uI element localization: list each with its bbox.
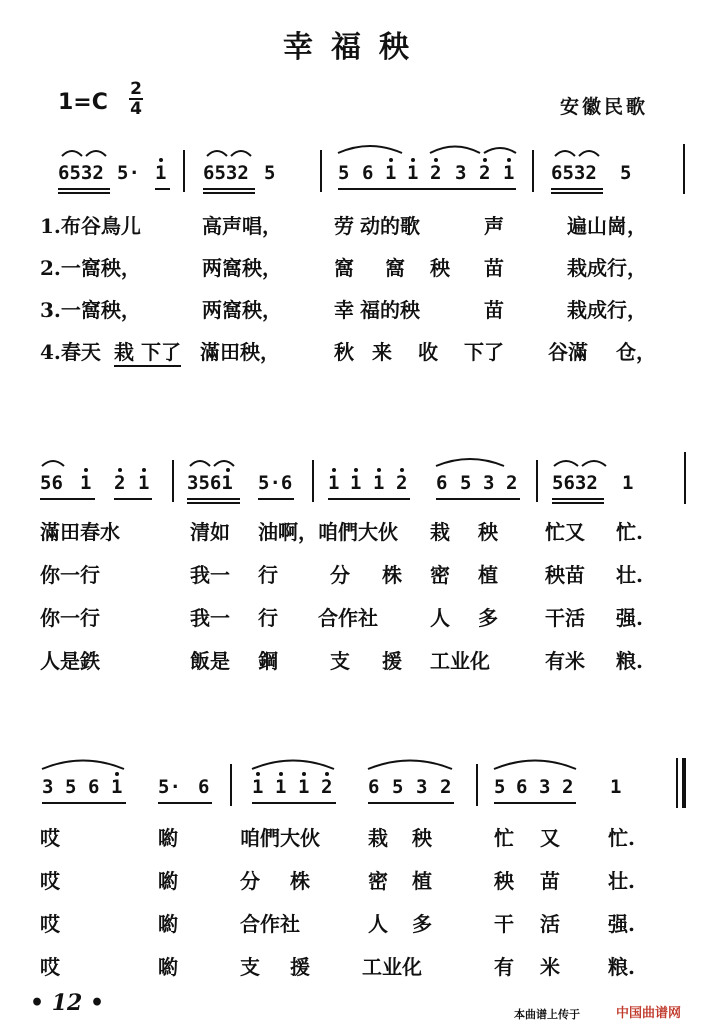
- lyric: 滿田秧，: [200, 340, 280, 364]
- lyric: 喲: [158, 826, 178, 850]
- note: 1: [373, 472, 385, 494]
- slur: [555, 151, 575, 156]
- lyric: 来: [372, 340, 392, 364]
- lyric: 栽成行，: [567, 256, 647, 280]
- lyric: 米: [540, 955, 560, 979]
- slur: [494, 761, 576, 770]
- note: 2: [430, 162, 442, 184]
- lyric: 活: [540, 912, 560, 936]
- lyric: 多: [412, 912, 432, 936]
- note: 6: [198, 776, 210, 798]
- lyric: 粮.: [616, 649, 643, 673]
- octave-dot: [279, 772, 283, 776]
- lyric: 分: [240, 869, 260, 893]
- octave-dot: [302, 772, 306, 776]
- note: 5: [392, 776, 404, 798]
- lyric: 收: [418, 340, 438, 364]
- page-title: 幸福秧: [283, 30, 427, 65]
- lyric: 高声唱，: [202, 214, 282, 238]
- lyric: 下了: [464, 340, 504, 364]
- lyric: 清如: [190, 520, 230, 544]
- lyric: 声: [484, 214, 504, 238]
- lyric: 人是鉄: [40, 649, 100, 673]
- octave-dot: [84, 468, 88, 472]
- note: 2: [321, 776, 333, 798]
- lyric: 壮.: [616, 563, 643, 587]
- lyric: 哎: [40, 955, 60, 979]
- lyric-underlined: 栽 下了: [114, 336, 181, 367]
- note: 2: [506, 472, 518, 494]
- note-group: 5·: [117, 162, 140, 184]
- slur: [484, 148, 516, 153]
- lyric: 株: [382, 563, 402, 587]
- lyric: 栽: [368, 826, 388, 850]
- lyric: 株: [290, 869, 310, 893]
- lyric: 你一行: [40, 563, 100, 587]
- key-signature: 1=C: [58, 90, 108, 115]
- slur: [582, 461, 606, 466]
- lyric: 工业化: [430, 649, 490, 673]
- note: 1: [80, 472, 92, 494]
- lyric: 遍山崗，: [567, 214, 647, 238]
- lyric: 又: [540, 826, 560, 850]
- lyric: 密: [368, 869, 388, 893]
- lyric: 栽成行，: [567, 298, 647, 322]
- note: 6: [436, 472, 448, 494]
- lyric: 苗: [540, 869, 560, 893]
- note: 1: [503, 162, 515, 184]
- slur: [368, 761, 452, 770]
- octave-dot: [332, 468, 336, 472]
- lyric: 4.春天: [40, 340, 101, 364]
- slur: [430, 147, 480, 154]
- slur: [86, 151, 106, 156]
- note: 6: [88, 776, 100, 798]
- note: 1: [622, 472, 634, 494]
- lyric: 谷滿: [548, 340, 588, 364]
- lyric: 喲: [158, 869, 178, 893]
- slur: [190, 461, 210, 466]
- source-label: 安徽民歌: [560, 96, 649, 118]
- note-group: 6532: [203, 162, 249, 184]
- lyric: 忙.: [616, 520, 643, 544]
- lyric: 福的秧: [360, 298, 420, 322]
- note: 3: [483, 472, 495, 494]
- note: 1: [385, 162, 397, 184]
- lyric: 人: [368, 912, 388, 936]
- note: 1: [610, 776, 622, 798]
- note: 2: [114, 472, 126, 494]
- lyric: 行: [258, 606, 278, 630]
- octave-dot: [159, 158, 163, 162]
- lyric: 油啊，: [258, 520, 318, 544]
- lyric: 滿田春水: [40, 520, 120, 544]
- lyric: 粮.: [608, 955, 635, 979]
- lyric: 援: [382, 649, 402, 673]
- lyric: 忙又: [545, 520, 585, 544]
- note: 1: [138, 472, 150, 494]
- lyric: 援: [290, 955, 310, 979]
- note: 1: [252, 776, 264, 798]
- lyric: 干: [494, 912, 514, 936]
- slur: [554, 461, 578, 466]
- slur: [231, 151, 251, 156]
- lyric: 咱們大伙: [318, 520, 398, 544]
- lyric: 分: [330, 563, 350, 587]
- note: 3: [455, 162, 467, 184]
- slur: [207, 151, 227, 156]
- octave-dot: [142, 468, 146, 472]
- lyric: 秧: [430, 256, 450, 280]
- lyric: 幸: [334, 298, 354, 322]
- lyric: 合作社: [240, 912, 300, 936]
- note: 1: [350, 472, 362, 494]
- note: 6: [362, 162, 374, 184]
- lyric: 人: [430, 606, 450, 630]
- octave-dot: [256, 772, 260, 776]
- lyric: 喲: [158, 912, 178, 936]
- site-logo: 中国曲谱网: [616, 1006, 682, 1021]
- note: 3: [539, 776, 551, 798]
- note-group: 5·6: [258, 472, 293, 494]
- slur: [252, 761, 334, 770]
- note: 6: [368, 776, 380, 798]
- note: 6: [516, 776, 528, 798]
- lyric: 强.: [616, 606, 643, 630]
- slur: [62, 151, 82, 156]
- lyric: 窩: [385, 256, 405, 280]
- note: 5: [460, 472, 472, 494]
- note: 3: [42, 776, 54, 798]
- note: 2: [562, 776, 574, 798]
- octave-dot: [377, 468, 381, 472]
- octave-dot: [400, 468, 404, 472]
- octave-dot: [507, 158, 511, 162]
- upload-credit: 本曲谱上传于: [514, 1008, 580, 1021]
- lyric: 我一: [190, 563, 230, 587]
- slur: [338, 146, 402, 153]
- octave-dot: [118, 468, 122, 472]
- note-group: 5632: [552, 472, 598, 494]
- note-group: 56: [40, 472, 63, 494]
- lyric: 忙.: [608, 826, 635, 850]
- lyric: 栽: [430, 520, 450, 544]
- octave-dot: [411, 158, 415, 162]
- lyric: 干活: [545, 606, 585, 630]
- lyric: 秧: [412, 826, 432, 850]
- note: 5: [65, 776, 77, 798]
- lyric: 行: [258, 563, 278, 587]
- lyric: 动的歌: [360, 214, 420, 238]
- note-group: 3561: [187, 472, 233, 494]
- octave-dot: [434, 158, 438, 162]
- note: 1: [328, 472, 340, 494]
- time-signature-denominator: 4: [130, 99, 142, 119]
- lyric: 苗: [484, 256, 504, 280]
- lyric: 哎: [40, 826, 60, 850]
- lyric: 有米: [545, 649, 585, 673]
- lyric: 强.: [608, 912, 635, 936]
- lyric: 秧苗: [545, 563, 585, 587]
- lyric: 飯是: [190, 649, 230, 673]
- lyric: 鋼: [258, 649, 278, 673]
- lyric: 1.布谷鳥儿: [40, 214, 141, 238]
- lyric: 3.一窩秧，: [40, 298, 141, 322]
- lyric: 植: [412, 869, 432, 893]
- note: 5: [620, 162, 632, 184]
- lyric: 支: [240, 955, 260, 979]
- lyric: 2.一窩秧，: [40, 256, 141, 280]
- lyric: 仓，: [616, 340, 656, 364]
- slur: [579, 151, 599, 156]
- note-group: 6532: [58, 162, 104, 184]
- slur: [42, 461, 64, 466]
- lyric: 你一行: [40, 606, 100, 630]
- lyric: 有: [494, 955, 514, 979]
- note: 5: [264, 162, 276, 184]
- note: 2: [479, 162, 491, 184]
- octave-dot: [115, 772, 119, 776]
- note: 1: [111, 776, 123, 798]
- lyric: 哎: [40, 912, 60, 936]
- note: 2: [440, 776, 452, 798]
- note: 5: [494, 776, 506, 798]
- slur: [214, 461, 234, 466]
- note: 3: [416, 776, 428, 798]
- slur: [436, 459, 504, 466]
- lyric: 壮.: [608, 869, 635, 893]
- note: 1: [407, 162, 419, 184]
- lyric: 苗: [484, 298, 504, 322]
- lyric: 哎: [40, 869, 60, 893]
- time-signature-numerator: 2: [130, 79, 142, 99]
- note: 2: [396, 472, 408, 494]
- lyric: 秧: [478, 520, 498, 544]
- page-number: • 12 •: [30, 990, 105, 1016]
- lyric: 两窩秧，: [202, 298, 282, 322]
- octave-dot: [483, 158, 487, 162]
- octave-dot: [354, 468, 358, 472]
- lyric: 我一: [190, 606, 230, 630]
- octave-dot: [389, 158, 393, 162]
- lyric: 支: [330, 649, 350, 673]
- lyric: 忙: [494, 826, 514, 850]
- lyric: 多: [478, 606, 498, 630]
- note: 1: [298, 776, 310, 798]
- note-group: 6532: [551, 162, 597, 184]
- lyric: 合作社: [318, 606, 378, 630]
- lyric: 劳: [334, 214, 354, 238]
- lyric: 喲: [158, 955, 178, 979]
- lyric: 密: [430, 563, 450, 587]
- note-group: 5·: [158, 776, 181, 798]
- slur: [42, 761, 124, 770]
- lyric: 咱們大伙: [240, 826, 320, 850]
- lyric: 窩: [334, 256, 354, 280]
- lyric: 秋: [334, 340, 354, 364]
- lyric: 秧: [494, 869, 514, 893]
- note: 1: [155, 162, 167, 184]
- lyric: 工业化: [362, 955, 422, 979]
- note: 1: [275, 776, 287, 798]
- lyric: 两窩秧，: [202, 256, 282, 280]
- note: 5: [338, 162, 350, 184]
- octave-dot: [325, 772, 329, 776]
- octave-dot: [226, 468, 230, 472]
- lyric: 植: [478, 563, 498, 587]
